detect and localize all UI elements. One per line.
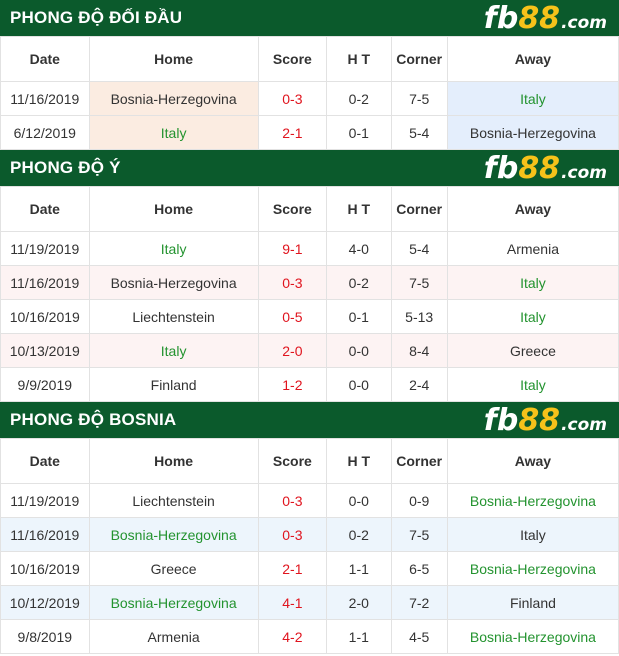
home-team-cell: Liechtenstein — [89, 484, 258, 518]
corner-cell: 7-5 — [391, 266, 447, 300]
home-team-cell: Bosnia-Herzegovina — [89, 82, 258, 116]
column-header-score: Score — [258, 187, 326, 232]
table-row — [1, 82, 619, 116]
table-row — [1, 484, 619, 518]
date-cell: 9/9/2019 — [1, 368, 90, 402]
table-row — [1, 586, 619, 620]
halftime-cell: 0-2 — [327, 82, 391, 116]
table-row — [1, 266, 619, 300]
table-header-row — [1, 439, 619, 484]
table-row — [1, 620, 619, 654]
corner-cell: 5-13 — [391, 300, 447, 334]
away-team-cell: Italy — [447, 300, 618, 334]
home-team-cell: Italy — [89, 232, 258, 266]
score-cell: 0-3 — [258, 82, 326, 116]
column-header-away: Away — [447, 439, 618, 484]
away-team-cell: Italy — [447, 368, 618, 402]
column-header-date: Date — [1, 439, 90, 484]
score-cell: 2-1 — [258, 552, 326, 586]
corner-cell: 7-5 — [391, 518, 447, 552]
date-cell: 10/16/2019 — [1, 300, 90, 334]
score-cell: 9-1 — [258, 232, 326, 266]
bosnia-form-section — [0, 402, 619, 654]
score-cell: 2-0 — [258, 334, 326, 368]
away-team-cell: Bosnia-Herzegovina — [447, 484, 618, 518]
home-team-cell: Finland — [89, 368, 258, 402]
halftime-cell: 0-0 — [327, 484, 391, 518]
column-header-date: Date — [1, 187, 90, 232]
away-team-cell: Italy — [447, 82, 618, 116]
table-row — [1, 518, 619, 552]
halftime-cell: 4-0 — [327, 232, 391, 266]
results-table — [0, 186, 619, 402]
results-table — [0, 36, 619, 150]
corner-cell: 7-5 — [391, 82, 447, 116]
column-header-date: Date — [1, 37, 90, 82]
score-cell: 0-3 — [258, 266, 326, 300]
fb88-logo[interactable]: fb 88 .com — [483, 1, 607, 36]
home-team-cell: Italy — [89, 334, 258, 368]
table-header-row — [1, 37, 619, 82]
section-banner — [0, 0, 619, 36]
table-header-row — [1, 187, 619, 232]
halftime-cell: 1-1 — [327, 620, 391, 654]
column-header-ht: H T — [327, 187, 391, 232]
away-team-cell: Bosnia-Herzegovina — [447, 620, 618, 654]
table-row — [1, 334, 619, 368]
corner-cell: 0-9 — [391, 484, 447, 518]
date-cell: 11/16/2019 — [1, 518, 90, 552]
section-title: PHONG ĐỘ BOSNIA — [10, 410, 177, 429]
head-to-head-section — [0, 0, 619, 150]
fb88-logo[interactable]: fb 88 .com — [483, 151, 607, 186]
corner-cell: 6-5 — [391, 552, 447, 586]
home-team-cell: Bosnia-Herzegovina — [89, 586, 258, 620]
home-team-cell: Liechtenstein — [89, 300, 258, 334]
score-cell: 2-1 — [258, 116, 326, 150]
home-team-cell: Bosnia-Herzegovina — [89, 266, 258, 300]
away-team-cell: Armenia — [447, 232, 618, 266]
column-header-home: Home — [89, 439, 258, 484]
score-cell: 4-1 — [258, 586, 326, 620]
score-cell: 4-2 — [258, 620, 326, 654]
home-team-cell: Armenia — [89, 620, 258, 654]
section-title: PHONG ĐỘ Ý — [10, 158, 121, 177]
column-header-corner: Corner — [391, 37, 447, 82]
date-cell: 9/8/2019 — [1, 620, 90, 654]
column-header-corner: Corner — [391, 439, 447, 484]
column-header-away: Away — [447, 187, 618, 232]
column-header-home: Home — [89, 37, 258, 82]
column-header-ht: H T — [327, 37, 391, 82]
table-row — [1, 300, 619, 334]
score-cell: 1-2 — [258, 368, 326, 402]
away-team-cell: Italy — [447, 266, 618, 300]
corner-cell: 5-4 — [391, 116, 447, 150]
section-banner — [0, 402, 619, 438]
halftime-cell: 2-0 — [327, 586, 391, 620]
section-banner — [0, 150, 619, 186]
score-cell: 0-3 — [258, 518, 326, 552]
away-team-cell: Greece — [447, 334, 618, 368]
home-team-cell: Bosnia-Herzegovina — [89, 518, 258, 552]
column-header-score: Score — [258, 439, 326, 484]
home-team-cell: Greece — [89, 552, 258, 586]
away-team-cell: Bosnia-Herzegovina — [447, 116, 618, 150]
away-team-cell: Finland — [447, 586, 618, 620]
corner-cell: 2-4 — [391, 368, 447, 402]
date-cell: 11/16/2019 — [1, 82, 90, 116]
halftime-cell: 0-2 — [327, 518, 391, 552]
results-table — [0, 438, 619, 654]
date-cell: 10/16/2019 — [1, 552, 90, 586]
section-title: PHONG ĐỘ ĐỐI ĐẦU — [10, 8, 183, 27]
away-team-cell: Italy — [447, 518, 618, 552]
score-cell: 0-3 — [258, 484, 326, 518]
date-cell: 11/19/2019 — [1, 484, 90, 518]
date-cell: 11/16/2019 — [1, 266, 90, 300]
date-cell: 6/12/2019 — [1, 116, 90, 150]
halftime-cell: 0-1 — [327, 116, 391, 150]
table-row — [1, 116, 619, 150]
column-header-away: Away — [447, 37, 618, 82]
score-cell: 0-5 — [258, 300, 326, 334]
column-header-corner: Corner — [391, 187, 447, 232]
table-row — [1, 232, 619, 266]
corner-cell: 7-2 — [391, 586, 447, 620]
corner-cell: 8-4 — [391, 334, 447, 368]
column-header-home: Home — [89, 187, 258, 232]
date-cell: 11/19/2019 — [1, 232, 90, 266]
date-cell: 10/12/2019 — [1, 586, 90, 620]
halftime-cell: 0-0 — [327, 334, 391, 368]
away-team-cell: Bosnia-Herzegovina — [447, 552, 618, 586]
corner-cell: 5-4 — [391, 232, 447, 266]
column-header-score: Score — [258, 37, 326, 82]
corner-cell: 4-5 — [391, 620, 447, 654]
table-row — [1, 368, 619, 402]
halftime-cell: 0-1 — [327, 300, 391, 334]
halftime-cell: 0-0 — [327, 368, 391, 402]
home-team-cell: Italy — [89, 116, 258, 150]
column-header-ht: H T — [327, 439, 391, 484]
table-row — [1, 552, 619, 586]
halftime-cell: 1-1 — [327, 552, 391, 586]
date-cell: 10/13/2019 — [1, 334, 90, 368]
fb88-logo[interactable]: fb 88 .com — [483, 403, 607, 438]
italy-form-section — [0, 150, 619, 402]
halftime-cell: 0-2 — [327, 266, 391, 300]
